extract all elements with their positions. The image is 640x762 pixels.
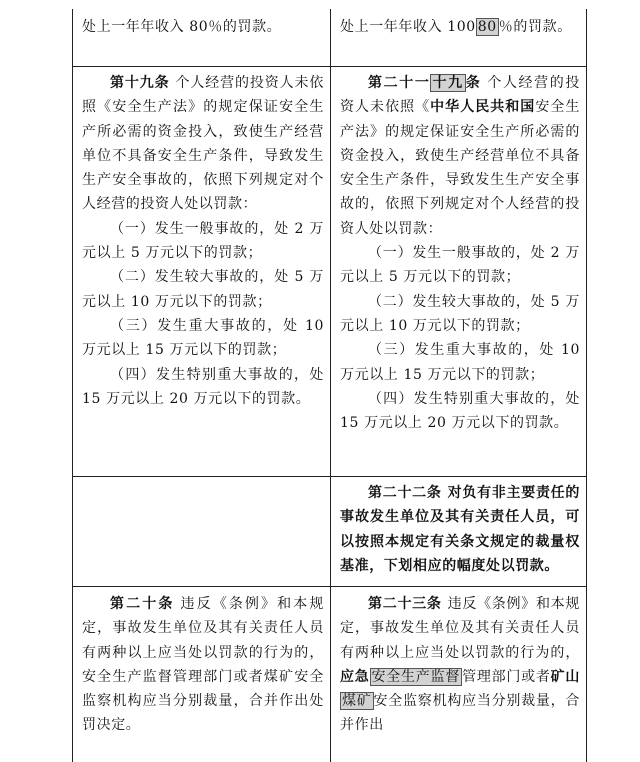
article-20	[82, 592, 324, 738]
comparison-table	[72, 9, 587, 762]
row2-right-cell	[331, 71, 586, 435]
article-21-intro	[340, 71, 580, 241]
article-21-heading-highlight: 十九	[432, 75, 464, 91]
article-21-heading-pre: 第二十一	[368, 75, 431, 91]
article-22-text: 对负有非主要责任的事故发生单位及其有关责任人员，可以按照本规定有关条文规定的裁量权基准，下划相应的幅度处以罚款。	[340, 485, 581, 574]
row1-right-post: ％的罚款。	[498, 19, 572, 35]
article-23-text-2: 管理部门或者	[462, 668, 551, 685]
article-19-intro-text: 个人经营的投资人未依照《安全生产法》的规定保证安全生产所必需的资金投入，致使生产经营单位不具备安全生产条件，导致发生生产安全事故的，依照下列规定对个人经营的投资人处以罚款：	[82, 75, 325, 213]
article-21-text-bold: 中华人民共和国	[430, 99, 536, 116]
row-divider	[72, 586, 587, 587]
article-21-item-2: （二）发生较大事故的，处 5 万元以上 10 万元以下的罚款；	[340, 293, 580, 334]
article-21-text-2: 安全生产法》的规定保证安全生产所必需的资金投入，致使生产经营单位不具备安全生产条件，导致发生生产安全事故的，依照下列规定对个人经营的投资人处以罚款：	[340, 99, 580, 237]
article-19-item-2: （二）发生较大事故的，处 5 万元以上 10 万元以下的罚款；	[82, 269, 324, 310]
article-23-text-bold-1: 应急	[340, 668, 370, 685]
row4-right-cell	[331, 592, 586, 738]
article-21-heading-post: 条	[465, 75, 482, 91]
article-19-heading: 第十九条	[110, 75, 170, 91]
article-21-heading	[368, 75, 481, 91]
article-23-text-bold-2: 矿山	[550, 668, 581, 685]
article-22	[340, 481, 580, 578]
article-23-highlight-1: 安全生产监督	[371, 668, 461, 685]
row1-right-pre: 处上一年年收入 100	[340, 19, 476, 35]
article-23	[340, 592, 580, 738]
article-23-heading: 第二十三条	[368, 596, 442, 612]
row1-right-highlight: 80	[477, 19, 497, 35]
article-19-intro	[82, 71, 324, 217]
article-23-highlight-2: 煤矿	[342, 693, 372, 710]
row1-left-text: 处上一年年收入 80％的罚款。	[82, 19, 282, 35]
row1-right-cell	[331, 15, 586, 39]
row1-left-cell	[73, 15, 330, 39]
row-divider	[72, 476, 587, 477]
row2-left-cell	[73, 71, 330, 411]
row3-right-cell	[331, 481, 586, 578]
article-23-text-1: 违反《条例》和本规定，事故发生单位及其有关责任人员有两种以上应当处以罚款的行为的，	[340, 596, 581, 661]
table-border-right	[586, 9, 587, 762]
article-19-item-1: （一）发生一般事故的，处 2 万元以上 5 万元以下的罚款；	[82, 220, 324, 262]
row4-left-cell	[73, 592, 330, 738]
article-23-text-3: 安全监察机构应当分别裁量，合并作出	[340, 693, 581, 734]
row1-right-text	[340, 15, 580, 39]
article-21-item-1: （一）发生一般事故的，处 2 万元以上 5 万元以下的罚款；	[340, 245, 580, 286]
article-19-item-4: （四）发生特别重大事故的，处 15 万元以上 20 万元以下的罚款。	[82, 366, 324, 407]
article-21-item-4: （四）发生特别重大事故的，处 15 万元以上 20 万元以下的罚款。	[340, 390, 580, 432]
article-20-text: 违反《条例》和本规定，事故发生单位及其有关责任人员有两种以上应当处以罚款的行为的，安全生产监督管理部门或者煤矿安全监察机构应当分别裁量，合并作出处罚决定。	[82, 596, 324, 734]
article-19-item-3: （三）发生重大事故的，处 10 万元以上 15 万元以下的罚款；	[82, 317, 324, 359]
article-21-item-3: （三）发生重大事故的，处 10 万元以上 15 万元以下的罚款；	[340, 342, 580, 383]
row3-left-cell-empty	[73, 481, 330, 581]
article-21-text-1: 个人经营的投资人未依照《	[340, 75, 580, 116]
article-22-heading: 第二十二条	[368, 485, 442, 501]
row-divider	[72, 66, 587, 67]
article-20-heading: 第二十条	[110, 596, 175, 612]
